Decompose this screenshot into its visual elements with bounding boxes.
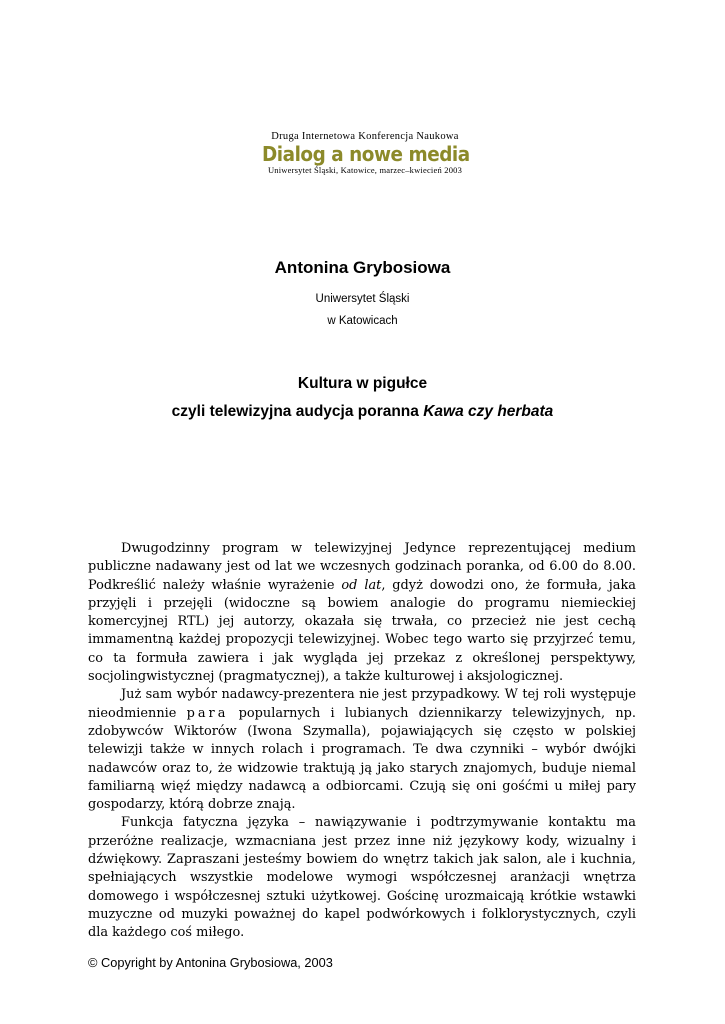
paragraph-2-text-a: Już sam wybór nadawcy-prezentera nie jest przypadkowy. W tej roli występuje nieodmiennie <box>88 687 636 721</box>
paragraph-2 <box>88 686 636 814</box>
affiliation-city: w Katowicach <box>327 315 398 327</box>
paragraph-1-italic: od lat <box>341 577 382 593</box>
paragraph-2-spaced: para <box>186 705 229 721</box>
paragraph-1 <box>88 540 636 686</box>
article-title-italic: Kawa czy herbata <box>423 403 554 420</box>
author-name: Antonina Grybosiowa <box>274 258 451 277</box>
paragraph-3: Funkcja fatyczna języka – nawiązywanie i podtrzymywanie kontaktu ma przeróżne realizacje, wzmacniana jest przez inne niż językowy kody, wizualny i dźwiękowy. Zapraszani jesteśmy bowiem do wnętrz takich jak salon, ale i kuchnia, spełniających wszystkie modelowe wymogi współczesnej aranżacji wnętrza domowego i współczesnej sztuki użytkowej. Gościnę urozmaicają krótkie wstawki muzyczne od muzyki poważnej do kapel podwórkowych i folklorystycznych, czyli dla każdego coś miłego. <box>88 815 636 941</box>
paragraph-1-text-b: , gdyż dowodzi ono, że formuła, jaka przyjęli i przejęli (widoczne są bowiem analogie do programu niemieckiej komercyjnej RTL) jej autorzy, okazała się trwała, co przecież nie jest cechą immamentną każdej propozycji telewizyjnej. Wobec tego warto się przyjrzeć temu, co ta formuła zawiera i jak wygląda jej przekaz z określonej perspektywy, socjolingwistycznej (pragmatycznej), a także kulturowej i aksjologicznej. <box>88 577 636 685</box>
article-title-line2 <box>0 403 725 421</box>
paragraph-2-text-b: popularnych i lubianych dziennikarzy telewizyjnych, np. zdobywców Wiktorów (Iwona Szymalla), pojawiających się często w polskiej telewizji także w innych rolach i programach. Te dwa czynniki – wybór dwójki nadawców oraz to, że widzowie traktują ją jako starych znajomych, buduje niemal familiarną więź między nadawcą a odbiorcami. Czują się oni gośćmi u miłej pary gospodarzy, którą dobrze znają. <box>88 705 636 813</box>
conference-name: Druga Internetowa Konferencja Naukowa <box>271 131 459 142</box>
paragraph-1-text-a: Dwugodzinny program w telewizyjnej Jedynce reprezentującej medium publiczne nadawany jest od lat we wczesnych godzinach poranka, od 6.00 do 8.00. Podkreślić należy właśnie wyrażenie <box>88 541 636 593</box>
conference-title: Dialog a nowe media <box>261 142 470 166</box>
copyright-notice: © Copyright by Antonina Grybosiowa, 2003 <box>88 955 333 970</box>
article-title-line1: Kultura w pigułce <box>297 375 428 392</box>
affiliation-university: Uniwersytet Śląski <box>315 293 410 305</box>
article-title-plain: czyli telewizyjna audycja poranna <box>171 403 424 420</box>
article-body <box>88 540 636 943</box>
conference-subline: Uniwersytet Śląski, Katowice, marzec–kwiecień 2003 <box>267 165 463 175</box>
conference-header <box>253 131 477 175</box>
